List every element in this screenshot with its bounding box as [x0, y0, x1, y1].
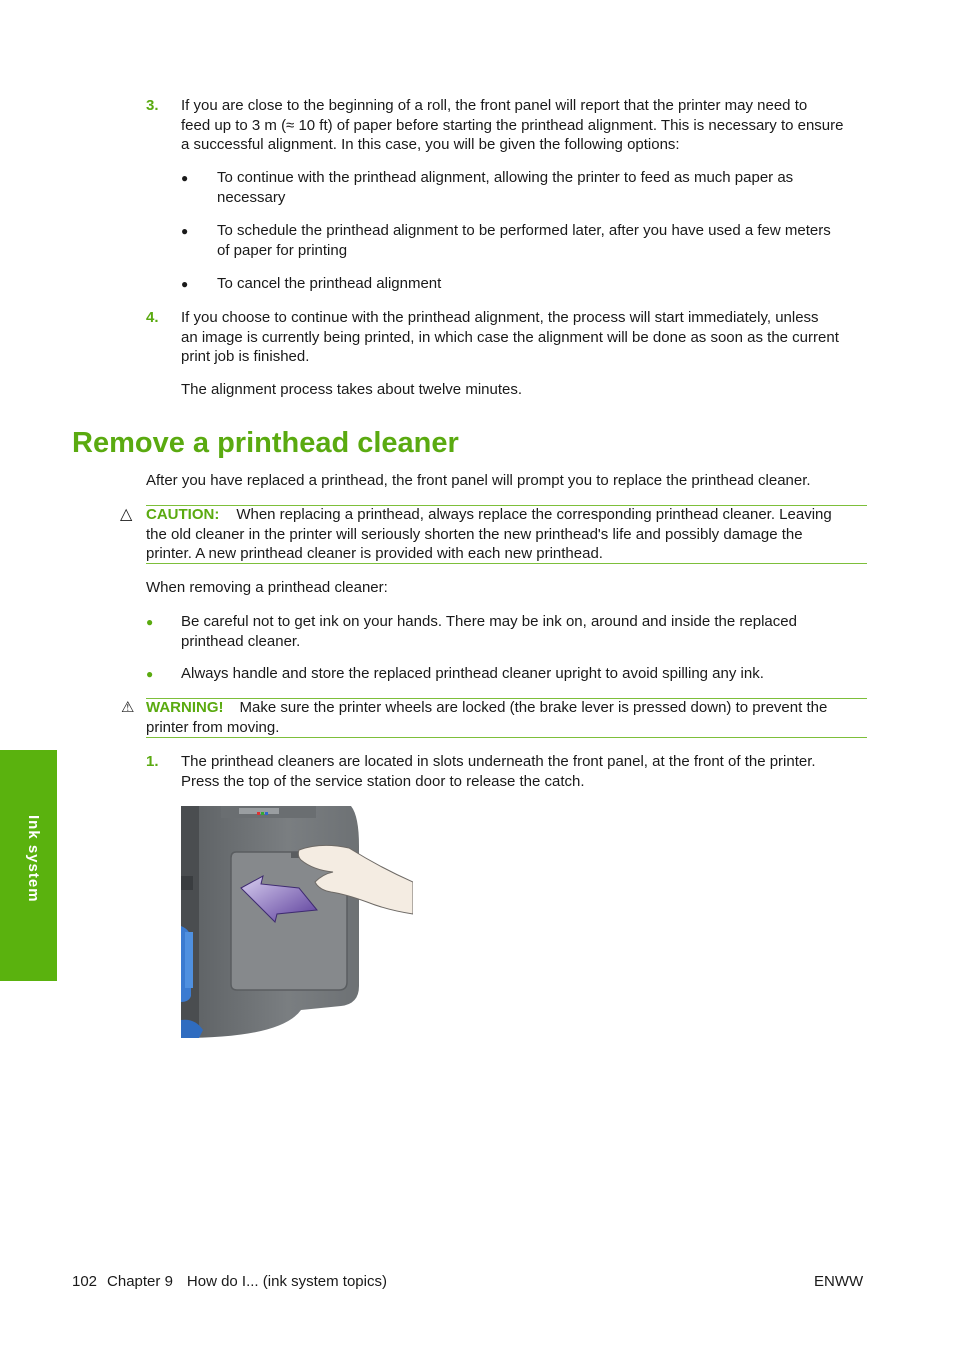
bullet-icon: ●	[181, 277, 189, 291]
text-line: print job is finished.	[181, 348, 310, 365]
warning-icon: ⚠	[121, 699, 135, 716]
bullet-icon: ●	[181, 224, 189, 238]
text-line: Press the top of the service station door to release the catch.	[181, 772, 585, 790]
text-line: printhead cleaner.	[181, 632, 301, 650]
bullet-icon: ●	[146, 667, 154, 681]
caution-note	[146, 505, 867, 564]
footer-left	[72, 1272, 387, 1292]
step-text	[181, 308, 839, 367]
when-removing-text: When removing a printhead cleaner:	[146, 579, 388, 596]
caution-label: CAUTION:	[146, 506, 220, 523]
warning-note	[146, 698, 867, 737]
step-text	[181, 96, 844, 155]
text-line: Be careful not to get ink on your hands. There may be ink on, around and inside the replaced	[181, 613, 797, 630]
warning-bottom-rule	[146, 737, 867, 738]
tip-item	[181, 612, 797, 651]
chapter-title: How do I... (ink system topics)	[186, 1273, 387, 1290]
caution-icon: △	[120, 506, 133, 523]
text-line: To cancel the printhead alignment	[217, 275, 442, 292]
bullet-icon: ●	[181, 171, 189, 185]
printer-service-station-illustration	[181, 806, 413, 1038]
text-line: To continue with the printhead alignment, allowing the printer to feed as much paper as	[217, 169, 794, 186]
option-item	[217, 221, 831, 260]
text-line: of paper for printing	[217, 241, 348, 259]
bullet-icon: ●	[146, 615, 154, 629]
step-text	[181, 752, 816, 791]
text-line: To schedule the printhead alignment to be performed later, after you have used a few meters	[217, 222, 831, 239]
text-line: necessary	[217, 188, 286, 206]
intro-paragraph: After you have replaced a printhead, the front panel will prompt you to replace the printhead cleaner.	[146, 472, 811, 489]
option-item	[217, 274, 441, 294]
text-line: The printhead cleaners are located in slots underneath the front panel, at the front of the printer.	[181, 753, 816, 770]
text-line: Always handle and store the replaced printhead cleaner upright to avoid spilling any ink.	[181, 665, 764, 682]
option-item	[217, 168, 793, 207]
warning-label: WARNING!	[146, 699, 224, 716]
step-number: 1.	[146, 753, 159, 770]
alignment-note: The alignment process takes about twelve minutes.	[181, 381, 523, 398]
text-line: the old cleaner in the printer will seriously shorten the new printhead's life and possibly damage the	[146, 525, 803, 543]
text-line: an image is currently being printed, in which case the alignment will be done as soon as the current	[181, 328, 839, 346]
step-number: 4.	[146, 309, 159, 326]
footer-right: ENWW	[814, 1273, 864, 1290]
side-tab-label: Ink system	[25, 815, 42, 903]
tip-item	[181, 664, 764, 684]
step-number: 3.	[146, 97, 159, 114]
text-line: printer from moving.	[146, 718, 280, 736]
text-line: If you choose to continue with the printhead alignment, the process will start immediately, unless	[181, 309, 819, 326]
text-line: printer. A new printhead cleaner is provided with each new printhead.	[146, 545, 603, 562]
chapter-label: Chapter 9	[107, 1273, 173, 1290]
text-line: a successful alignment. In this case, you will be given the following options:	[181, 136, 680, 153]
caution-bottom-rule	[146, 563, 867, 564]
text-line: feed up to 3 m (≈ 10 ft) of paper before starting the printhead alignment. This is necessary to ensure	[181, 116, 844, 134]
page-number: 102	[72, 1273, 98, 1290]
text-line: When replacing a printhead, always replace the corresponding printhead cleaner. Leaving	[236, 506, 832, 523]
text-line: Make sure the printer wheels are locked (the brake lever is pressed down) to prevent the	[239, 699, 828, 716]
text-line: If you are close to the beginning of a roll, the front panel will report that the printer may need to	[181, 97, 808, 114]
section-heading: Remove a printhead cleaner	[72, 427, 459, 459]
